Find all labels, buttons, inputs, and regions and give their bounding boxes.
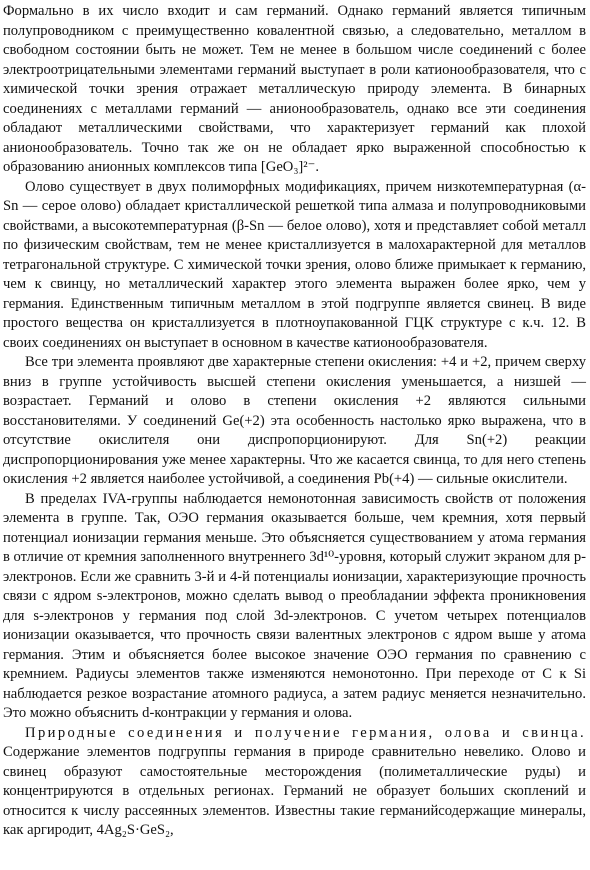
paragraph-non-monotonic: В пределах IVA-группы наблюдается немонотонная зависимость свойств от положения элемента в группе. Так, ОЭО германия оказывается больше, чем кремния, хотя первый потенциал ионизации германия меньше. Это объясняется существованием у атома германия в отличие от кремния заполненного внутреннего 3d¹⁰-уровня, который служит экраном для p-электронов. Если же сравнить 3-й и 4-й потенциалы ионизации, характеризующие прочность связи с ядром s-электронов, можно сделать вывод о преобладании эффекта проникновения для s-электронов у германия под слой 3d-электронов. С учетом четырех потенциалов ионизации оказывается, что прочность связи валентных электронов с ядром выше у атома германия. Этим и объясняется более высокое значение ОЭО германия по сравнению с кремнием. Радиусы элементов также изменяются немонотонно. При переходе от C к Si наблюдается резкое возрастание атомного радиуса, а затем радиус меняется незначительно. Это можно объяснить d-контракции у германия и олова. [3,490,586,721]
paragraph-tin: Олово существует в двух полиморфных модификациях, причем низкотемпературная (α-Sn — серое олово) обладает кристаллической решеткой типа алмаза и полупроводниковыми свойствами, а высокотемпературная (β-Sn — белое олово), хотя и представляет собой металл по физическим свойствам, тем не менее кристаллизуется в малохарактерной для металлов тетрагональной структуре. С химической точки зрения, олово ближе примыкает к германию, чем к свинцу, но металлический характер этого элемента выражен более ярко, чем у германия. Единственным типичным металлом в этой подгруппе является свинец. В виде простого вещества он кристаллизуется в плотноупакованной ГЦК структуре с к.ч. 12. В своих соединениях он выступает в основном в качестве катионообразователя. [3,178,586,351]
document-page [3,2,586,841]
section-text: Содержание элементов подгруппы германия в природе сравнительно невелико. Олово и свинец образуют самостоятельные месторождения (полиметаллические руды) и концентрируются в отдельных регионах. Германий не образует больших скоплений и относится к числу рассеянных элементов. Известны такие германийсодержащие минералы, как аргиродит, 4Ag₂S·GeS₂, [3,744,586,838]
paragraph-germanium: Формально в их число входит и сам германий. Однако германий является типичным полупроводником с преимущественно ковалентной связью, а следовательно, металлом в свободном состоянии быть не может. Тем не менее в большом числе соединений с более электроотрицательными элементами германий выступает в роли катионообразователя, что с химической точки зрения отражает металлическую природу элемента. В бинарных соединениях с металлами германий — анионообразователь, однако все эти соединения обладают металлическими свойствами, что характеризует германий как плохой анионообразователь. Точно так же он не обладает ярко выраженной способностью к образованию анионных комплексов типа [GeO₃]²⁻. [3,3,586,175]
paragraph-oxidation-states: Все три элемента проявляют две характерные степени окисления: +4 и +2, причем сверху вниз в группе устойчивость высшей степени окисления уменьшается, а низшей — возрастает. Германий и олово в степени окисления +2 являются сильными восстановителями. У соединений Ge(+2) эта особенность настолько ярко выражена, что в отсутствие окислителя они диспропорционируют. Для Sn(+2) реакции диспропорционирования уже менее характерны. Что же касается свинца, то для него степень окисления +2 является наиболее устойчивой, а соединения Pb(+4) — сильные окислители. [3,354,586,487]
section-heading: Природные соединения и получение германия, олова и свинца. [25,724,586,741]
paragraph-natural-compounds [3,724,586,841]
